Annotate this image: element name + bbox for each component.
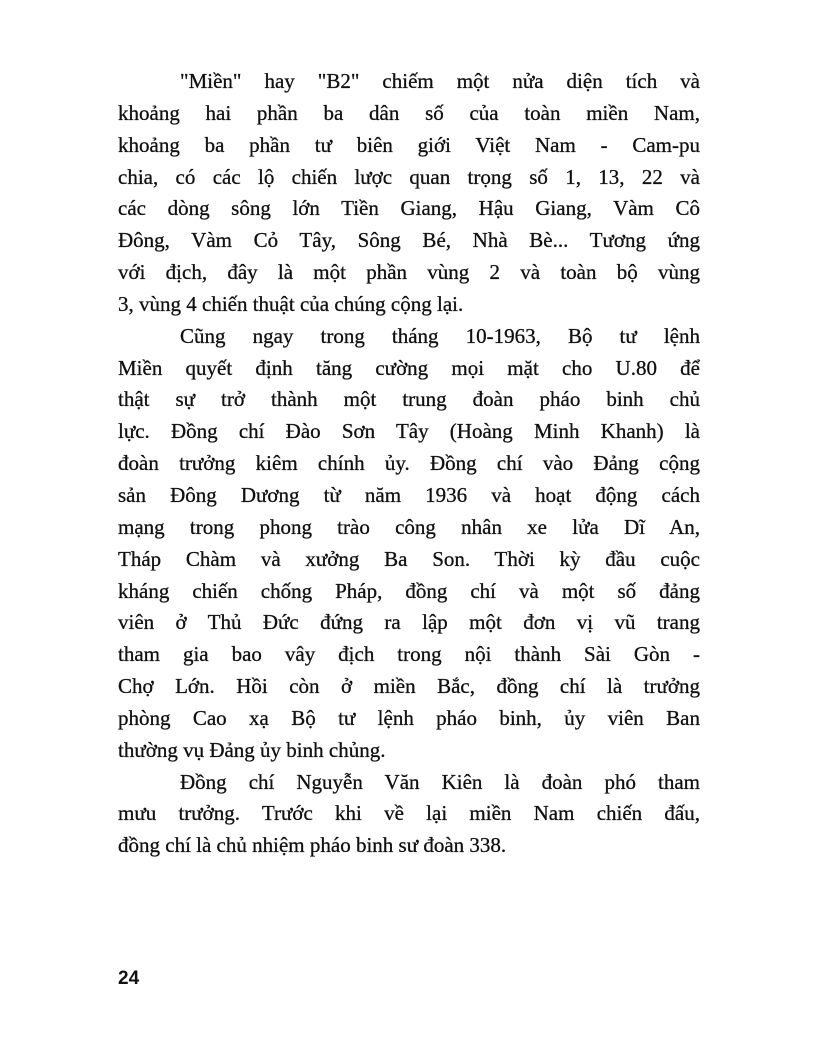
- text-line: kháng chiến chống Pháp, đồng chí và một số đảng: [118, 578, 700, 603]
- text-line: Miền quyết định tăng cường mọi mặt cho U.80 để: [118, 355, 700, 380]
- text-line: phòng Cao xạ Bộ tư lệnh pháo binh, ủy viên Ban: [118, 705, 700, 730]
- text-line: lực. Đồng chí Đào Sơn Tây (Hoàng Minh Khanh) là: [118, 419, 700, 444]
- page-number: 24: [118, 968, 140, 989]
- text-line: "Miền" hay "B2" chiếm một nửa diện tích và: [180, 69, 700, 93]
- text-line: Tháp Chàm và xưởng Ba Son. Thời kỳ đầu cuộc: [118, 546, 700, 571]
- body-text: [118, 66, 700, 862]
- text-line: mưu trưởng. Trước khi về lại miền Nam chiến đấu,: [118, 801, 700, 826]
- text-line: Đông, Vàm Cỏ Tây, Sông Bé, Nhà Bè... Tương ứng: [118, 228, 700, 253]
- paragraph: [118, 321, 700, 767]
- text-line: các dòng sông lớn Tiền Giang, Hậu Giang, Vàm Cô: [118, 196, 700, 221]
- text-line: Chợ Lớn. Hồi còn ở miền Bắc, đồng chí là trưởng: [118, 674, 700, 699]
- text-line: đoàn trưởng kiêm chính ủy. Đồng chí vào Đảng cộng: [118, 451, 700, 476]
- text-line: thường vụ Đảng ủy binh chủng.: [118, 737, 386, 762]
- text-line: Đồng chí Nguyễn Văn Kiên là đoàn phó tham: [180, 769, 700, 794]
- text-line: 3, vùng 4 chiến thuật của chúng cộng lại.: [118, 291, 464, 316]
- text-line: sản Đông Dương từ năm 1936 và hoạt động cách: [118, 482, 700, 507]
- text-line: viên ở Thủ Đức đứng ra lập một đơn vị vũ trang: [118, 610, 700, 635]
- text-line: Cũng ngay trong tháng 10-1963, Bộ tư lệnh: [180, 323, 700, 348]
- text-line: khoảng ba phần tư biên giới Việt Nam - Cam-pu: [118, 132, 700, 157]
- text-line: tham gia bao vây địch trong nội thành Sài Gòn -: [118, 642, 700, 667]
- text-line: với địch, đây là một phần vùng 2 và toàn bộ vùng: [118, 260, 700, 285]
- text-line: đồng chí là chủ nhiệm pháo binh sư đoàn 338.: [118, 833, 507, 858]
- paragraph: [118, 767, 700, 863]
- paragraph: [118, 66, 700, 321]
- text-line: chia, có các lộ chiến lược quan trọng số 1, 13, 22 và: [118, 164, 700, 189]
- text-line: khoảng hai phần ba dân số của toàn miền Nam,: [118, 100, 700, 125]
- text-line: thật sự trở thành một trung đoàn pháo binh chủ: [118, 387, 700, 412]
- text-line: mạng trong phong trào công nhân xe lửa Dĩ An,: [118, 514, 700, 539]
